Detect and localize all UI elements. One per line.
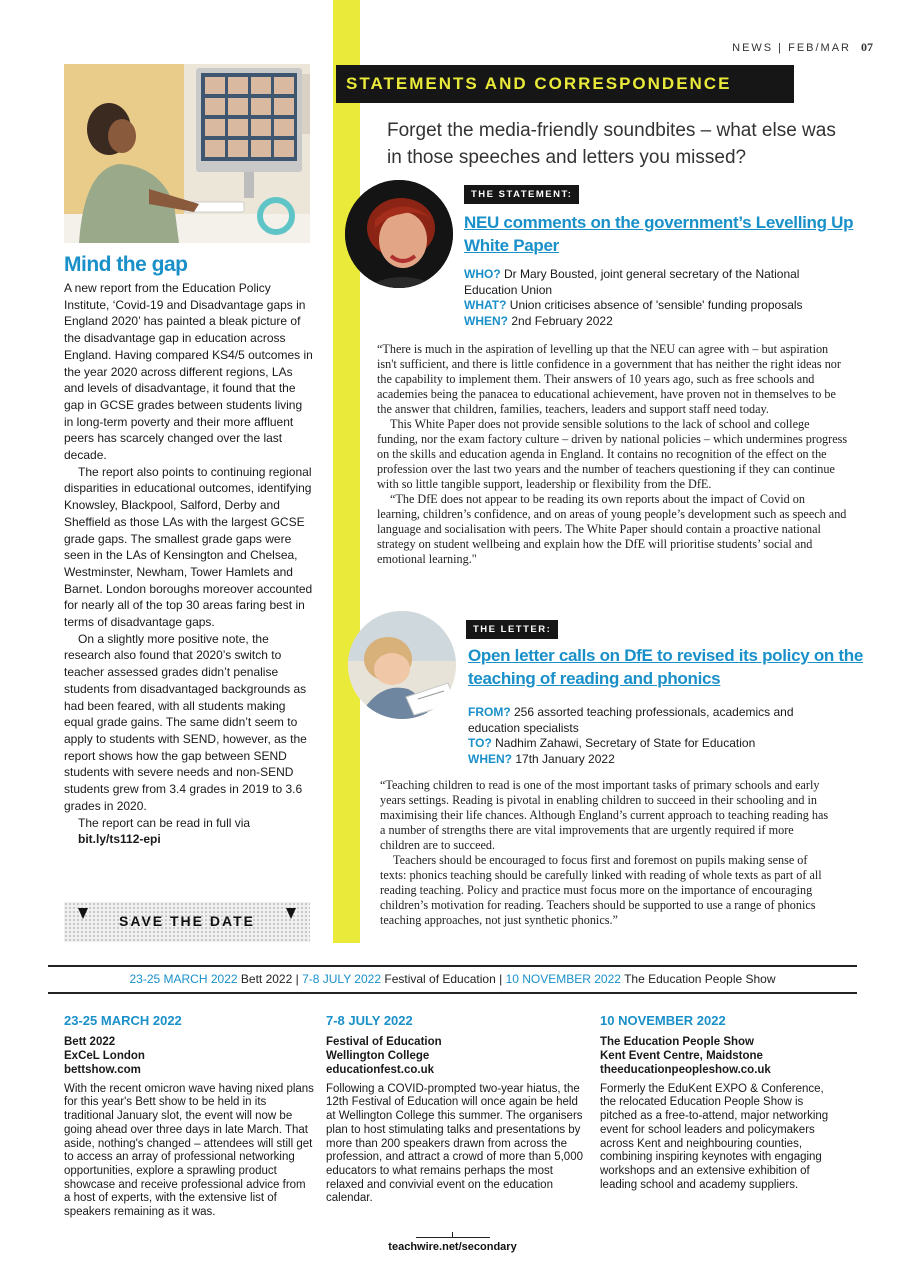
page-number: 07 <box>861 40 873 54</box>
save-the-date-title: SAVE THE DATE <box>119 913 255 929</box>
event-festival-of-education <box>326 1014 586 1206</box>
event-venue: ExCeL London <box>64 1049 145 1062</box>
event-info <box>326 1035 586 1077</box>
event-name: The Education People Show <box>624 972 776 986</box>
when-line <box>468 752 848 768</box>
event-description: Following a COVID-prompted two-year hiatus, the 12th Festival of Education will once again be held at Wellington College this summer. The organisers plan to host stimulating talks and presentations by more than 200 speakers drawn from across the profession, and attract a crowd of more than 5,000 educators to what remains perhaps the most relaxed and convivial event on the education calendar. <box>326 1082 583 1205</box>
to-line <box>468 736 848 752</box>
when-line <box>464 314 844 330</box>
article-paragraph: The report also points to continuing regional disparities in educational outcomes, identifying Knowsley, Blackpool, Salford, Derby and Sheffield as those LAs with the largest GCSE grade gaps. The smallest grade gaps were seen in the LAs of Kensington and Chelsea, Westminster, Newham, Tower Hamlets and Barnet. London boroughs moreover accounted for nearly all of the top 30 areas faring best in terms of disadvantage gaps. <box>64 464 313 630</box>
report-link[interactable]: bit.ly/ts112-epi <box>78 832 161 847</box>
section-title: STATEMENTS AND CORRESPONDENCE <box>336 65 794 103</box>
event-website[interactable]: bettshow.com <box>64 1063 141 1076</box>
to-value: Nadhim Zahawi, Secretary of State for Education <box>495 736 756 750</box>
event-description: Formerly the EduKent EXPO & Conference, the relocated Education People Show is pitched as a free-to-attend, major networking event for school leaders and policymakers across Kent and neighbouring counties, combining inspiring keynotes with engaging workshops and an extensive exhibition of leading school and academy suppliers. <box>600 1082 829 1191</box>
child-reading-photo <box>348 611 456 719</box>
letter-label: THE LETTER: <box>466 620 558 639</box>
event-venue: Wellington College <box>326 1049 430 1062</box>
what-label: WHAT? <box>464 298 507 312</box>
to-label: TO? <box>468 736 492 750</box>
footer-url[interactable]: teachwire.net/secondary <box>388 1241 517 1253</box>
divider <box>48 965 857 967</box>
event-date: 10 NOVEMBER 2022 <box>505 972 621 986</box>
article-paragraph: The report can be read in full via <box>78 815 251 830</box>
quote-paragraph: “There is much in the aspiration of levelling up that the NEU can agree with – but aspiration isn't sufficient, and there is little confidence in a government that has neither the right ideas nor the capability to implement them. Their answers of 10 years ago, such as free schools and academies being the panacea to educational achievement, have proven not in themselves to be the answer that children, families, teachers, leaders and support staff need today. <box>377 342 841 416</box>
separator: | <box>292 972 303 986</box>
event-bett <box>64 1014 314 1220</box>
letter-meta <box>468 705 848 767</box>
event-name: Bett 2022 <box>64 1035 116 1048</box>
event-name: Bett 2022 <box>240 972 293 986</box>
statement-label: THE STATEMENT: <box>464 185 579 204</box>
who-value: Dr Mary Bousted, joint general secretary of the National Education Union <box>464 267 800 297</box>
quote-paragraph: “Teaching children to read is one of the most important tasks of primary schools and early years settings. Reading is pivotal in enabling children to succeed in their schooling and in maximising their life chances. Although England’s current approach to teaching reading has a number of strengths there are vital improvements that are urgently required if more children are to succeed. <box>380 778 829 852</box>
section-label: NEWS | FEB/MAR <box>732 42 851 54</box>
event-name: The Education People Show <box>600 1035 754 1048</box>
what-value: Union criticises absence of 'sensible' funding proposals <box>509 298 803 312</box>
separator: | <box>495 972 506 986</box>
event-date: 23-25 MARCH 2022 <box>129 972 238 986</box>
footer-rule <box>416 1237 490 1238</box>
event-date: 10 NOVEMBER 2022 <box>600 1013 726 1028</box>
quote-paragraph: Teachers should be encouraged to focus first and foremost on pupils making sense of texts: phonics teaching should be carefully linked with reading of whole texts as part of all reading teaching. Policy and practice must focus more on the importance of encouraging children’s motivation for reading. Teachers should be supported to use a range of phonics teaching approaches, not just synthetic phonics.” <box>380 853 822 927</box>
article-paragraph: A new report from the Education Policy Institute, ‘Covid-19 and Disadvantage gaps in England 2020’ has painted a bleak picture of the disadvantage gap in education across England. Having compared KS4/5 outcomes in the year 2020 across different regions, LAs and levels of disadvantage, it found that the gap in GCSE grades between students living in long-term poverty and their more affluent peers has scarcely changed over the last decade. <box>64 281 313 463</box>
from-line <box>468 705 848 736</box>
letter-headline[interactable]: Open letter calls on DfE to revised its policy on the teaching of reading and phonics <box>468 646 864 688</box>
statement-headline[interactable]: NEU comments on the government’s Levelling Up White Paper <box>464 213 854 255</box>
event-description: With the recent omicron wave having nixed plans for this year's Bett show to be held in its traditional January slot, the event will now be going ahead over three days in late March. That aside, nothing's changed – attendees will still get to access an array of professional networking opportunities, explore a sprawling product showcase and receive professional advice from a host of experts, with the extensive list of speakers remaining as it was. <box>64 1082 314 1219</box>
event-venue: Kent Event Centre, Maidstone <box>600 1049 763 1062</box>
from-value: 256 assorted teaching professionals, academics and education specialists <box>468 705 794 735</box>
event-info <box>600 1035 840 1077</box>
event-info <box>64 1035 314 1077</box>
quote-paragraph: This White Paper does not provide sensible solutions to the lack of school and college funding, nor the exam factory culture – driven by national policies – which undermines progress on the skills and education agenda in England. It contains no recognition of the effect on the profession over the last two years and the number of teachers questioning if they can continue with so little tangible support, leadership or flexibility from the DfE. <box>377 417 848 491</box>
when-label: WHEN? <box>468 751 512 766</box>
events-summary-line <box>48 972 857 986</box>
event-website[interactable]: theeducationpeopleshow.co.uk <box>600 1063 771 1076</box>
when-value: 17th January 2022 <box>515 751 615 766</box>
statement-meta <box>464 267 844 329</box>
student-video-call-photo <box>64 64 310 243</box>
yellow-rule <box>333 0 360 943</box>
mary-bousted-portrait <box>345 180 453 288</box>
mind-the-gap-article <box>64 253 314 848</box>
event-education-people-show <box>600 1014 840 1192</box>
when-value: 2nd February 2022 <box>511 313 613 328</box>
event-date: 7-8 JULY 2022 <box>302 972 382 986</box>
letter-quote <box>380 778 830 928</box>
article-title: Mind the gap <box>64 253 188 276</box>
who-label: WHO? <box>464 267 501 281</box>
quote-paragraph: “The DfE does not appear to be reading its own reports about the impact of Covid on learning, children’s confidence, and on areas of young people’s development such as speech and language and socialisation with peers. The White Paper should contain a proactive national strategy on student wellbeing and explain how the DfE will prioritise students’ social and emotional learning." <box>377 492 847 566</box>
section-intro: Forget the media-friendly soundbites – what else was in those speeches and letters you missed? <box>387 120 836 168</box>
save-the-date-banner <box>64 902 310 942</box>
who-line <box>464 267 844 298</box>
article-paragraph: On a slightly more positive note, the research also found that 2020’s switch to teacher assessed grades didn’t penalise students from disadvantaged backgrounds as had been feared, with all students making equal grade gains. The same didn’t seem to apply to students with SEND, however, as the report shows how the gap between SEND students with severe needs and non-SEND students grew from 3.4 grades in 2019 to 3.6 grades in 2020. <box>64 631 307 813</box>
event-date: 23-25 MARCH 2022 <box>64 1013 182 1028</box>
what-line <box>464 298 844 314</box>
event-date: 7-8 JULY 2022 <box>326 1013 413 1028</box>
page-folio <box>732 40 873 55</box>
statement-quote <box>377 342 850 567</box>
event-website[interactable]: educationfest.co.uk <box>326 1063 434 1076</box>
when-label: WHEN? <box>464 313 508 328</box>
divider <box>48 992 857 994</box>
from-label: FROM? <box>468 705 511 719</box>
event-name: Festival of Education <box>384 972 496 986</box>
event-name: Festival of Education <box>326 1035 442 1048</box>
